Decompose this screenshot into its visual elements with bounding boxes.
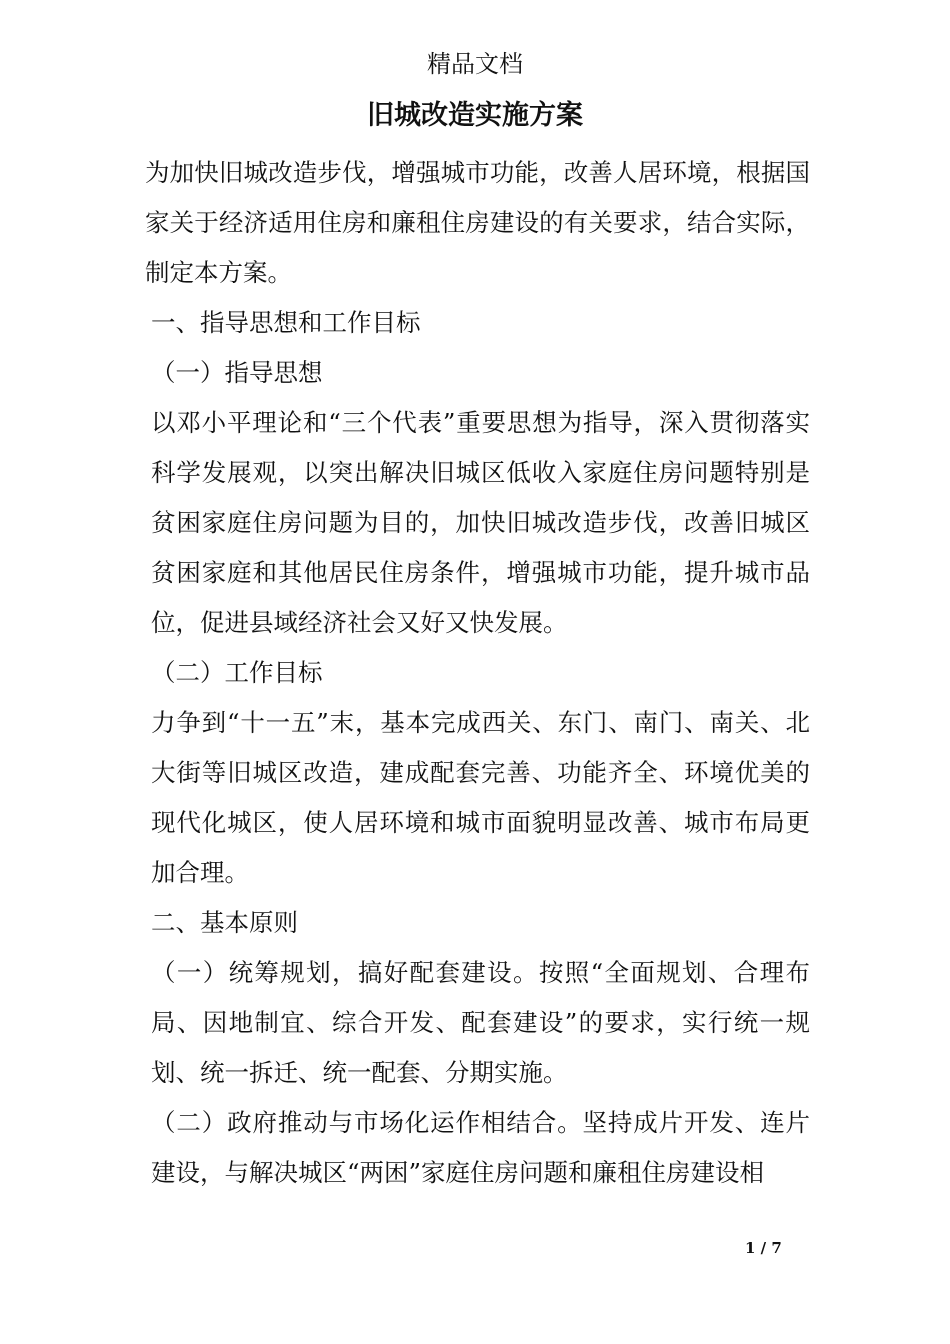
document-body — [145, 148, 810, 1198]
section-heading-2: 二、基本原则 — [151, 908, 298, 937]
section-heading-1: 一、指导思想和工作目标 — [151, 308, 421, 337]
work-goal-paragraph: 力争到“十一五”末，基本完成西关、东门、南门、南关、北大街等旧城区改造，建成配套完善、功能齐全、环境优美的现代化城区，使人居环境和城市面貌明显改善、城市布局更加合理。 — [151, 708, 810, 887]
guiding-ideology-paragraph: 以邓小平理论和“三个代表”重要思想为指导，深入贯彻落实科学发展观，以突出解决旧城区低收入家庭住房问题特别是贫困家庭住房问题为目的，加快旧城改造步伐，改善旧城区贫困家庭和其他居民住房条件，增强城市功能，提升城市品位，促进县域经济社会又好又快发展。 — [151, 408, 810, 637]
principle-paragraph-2: （二）政府推动与市场化运作相结合。坚持成片开发、连片建设，与解决城区“两困”家庭住房问题和廉租住房建设相 — [151, 1108, 810, 1187]
document-title: 旧城改造实施方案 — [367, 100, 583, 131]
subsection-heading-1-1: （一）指导思想 — [151, 358, 323, 387]
page-number: 1 / 7 — [745, 1239, 782, 1257]
subsection-heading-1-2: （二）工作目标 — [151, 658, 323, 687]
intro-paragraph: 为加快旧城改造步伐，增强城市功能，改善人居环境，根据国家关于经济适用住房和廉租住房建设的有关要求，结合实际，制定本方案。 — [145, 158, 810, 287]
principle-paragraph-1: （一）统筹规划，搞好配套建设。按照“全面规划、合理布局、因地制宜、综合开发、配套建设”的要求，实行统一规划、统一拆迁、统一配套、分期实施。 — [151, 958, 810, 1087]
page-header: 精品文档 — [427, 50, 523, 78]
